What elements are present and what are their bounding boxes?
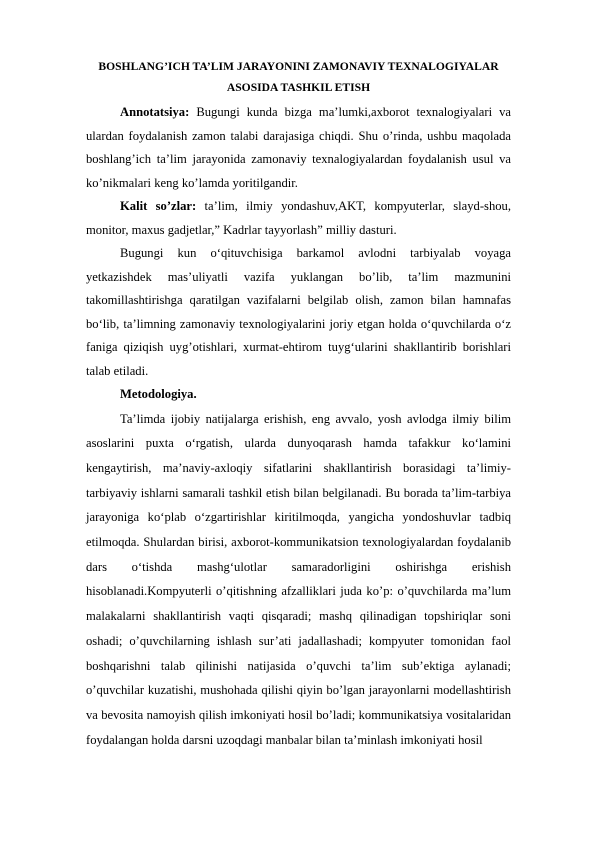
methodology-heading: Metodologiya.	[120, 387, 197, 401]
abstract-label: Annotatsiya:	[120, 105, 190, 119]
abstract-text: Bugungi kunda bizga ma’lumki,axborot texnalogiyalari va ulardan foydalanish zamon talabi darajasiga chiqdi. Shu o’rinda, ushbu maqolada boshlang’ich ta’lim jarayonida zamonaviy texnalogiyalardan foydalanish usul va ko’nikmalari keng ko’lamda yoritilgandir.	[86, 105, 511, 190]
title-line-1: BOSHLANG’ICH TA’LIM JARAYONINI ZAMONAVIY TEXNALOGIYALAR	[98, 60, 499, 73]
keywords-paragraph	[86, 195, 511, 242]
title-line-2: ASOSIDA TASHKIL ETISH	[226, 81, 371, 94]
abstract-paragraph	[86, 101, 511, 195]
keywords-label: Kalit so’zlar:	[120, 199, 197, 213]
article-title	[86, 56, 511, 98]
intro-paragraph: Bugungi kun o‘qituvchisiga barkamol avlodni tarbiyalab voyaga yetkazishdek mas’uliyatli vazifa yuklangan bo’lib, ta’lim mazmunini takomillashtirishga qaratilgan vazifalarni belgilab olish, zamon bilan hamnafas bo‘lib, ta’limning zamonaviy texnologiyalarini joriy etgan holda o‘quvchilarda o‘z faniga qiziqish uyg’otishlari, xurmat-ehtirom tuyg‘ularini shakllantirib borishlari talab etiladi.	[86, 246, 511, 378]
article-body	[86, 56, 511, 752]
methodology-paragraph: Ta’limda ijobiy natijalarga erishish, eng avvalo, yosh avlodga ilmiy bilim asoslarini puxta o‘rgatish, ularda dunyoqarash hamda tafakkur ko‘lamini kengaytirish, ma’naviy-axloqiy sifatlarini shakllantirish borasidagi ta’limiy-tarbiyaviy ishlarni samarali tashkil etish bilan belgilanadi. Bu borada ta’lim-tarbiya jarayoniga ko‘plab o‘zgartirishlar kiritilmoqda, yangicha yondoshuvlar tadbiq etilmoqda. Shulardan birisi, axborot-kommunikatsion texnologiyalardan foydalanib dars o‘tishda mashg‘ulotlar samaradorligini oshirishga erishish hisoblanadi.Kompyuterli o’qitishning afzalliklari juda ko’p: o’quvchilarda ma’lum malakalarni shakllantirish vaqti qisqaradi; mashq qilinadigan topshiriqlar soni oshadi; o’quvchilarning ishlash sur’ati jadallashadi; kompyuter tomonidan faol boshqarishni talab qilinishi natijasida o’quvchi ta’lim sub’ektiga aylanadi; o’quvchilar kuzatishi, mushohada qilishi qiyin bo’lgan jarayonlarni modellashtirish va bevosita namoyish qilish imkoniyati hosil bo’ladi; kommunikatsiya vositalaridan foydalangan holda darsni uzoqdagi manbalar bilan ta’minlash imkoniyati hosil	[86, 411, 511, 747]
keywords-text: ta’lim, ilmiy yondashuv,AKT, kompyuterlar, slayd-shou, monitor, maxus gadjetlar,” Kadrlar tayyorlash” milliy dasturi.	[86, 199, 511, 237]
